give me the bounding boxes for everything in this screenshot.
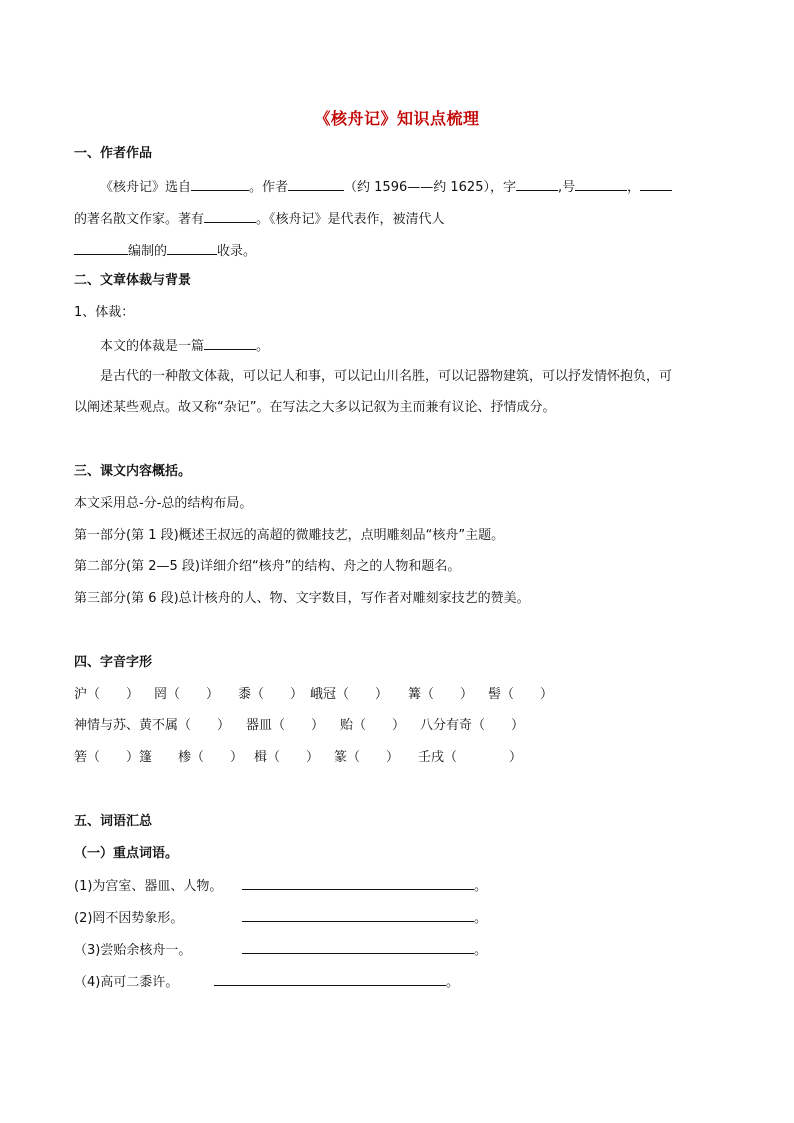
- pronunciation-item: 罔（ ）: [154, 687, 220, 702]
- fill-blank[interactable]: [516, 177, 558, 191]
- section-3-line-1: 本文采用总-分-总的结构布局。: [74, 496, 253, 511]
- vocab-item: （4)高可二黍许。 。: [74, 972, 459, 992]
- answer-line[interactable]: [242, 940, 474, 954]
- section-2-line-1: 本文的体裁是一篇 。: [100, 336, 269, 356]
- pronunciation-item: 器皿（ ）: [246, 718, 325, 733]
- section-3-heading: 三、课文内容概括。: [74, 464, 192, 479]
- section-2-line-2: 是古代的一种散文体裁，可以记人和事，可以记山川名胜，可以记器物建筑，可以抒发情怀抱负，可: [100, 369, 673, 384]
- pronunciation-row-1: [74, 686, 553, 704]
- section-2-subheading: 1、体裁：: [74, 305, 135, 320]
- pronunciation-item: 壬戌（ ）: [418, 750, 523, 765]
- pronunciation-item: 峨冠（ ）: [310, 687, 389, 702]
- section-4-heading: 四、字音字形: [74, 655, 153, 670]
- fill-blank[interactable]: [74, 241, 128, 255]
- answer-line[interactable]: [214, 972, 446, 986]
- pronunciation-item: 贻（ ）: [340, 718, 406, 733]
- pronunciation-item: 髻（ ）: [488, 687, 554, 702]
- fill-blank[interactable]: [204, 336, 256, 350]
- section-3-line-4: 第三部分(第 6 段)总计核舟的人、物、文字数目，写作者对雕刻家技艺的赞美。: [74, 591, 530, 606]
- pronunciation-item: 神情与苏、黄不属（ ）: [74, 718, 231, 733]
- fill-blank[interactable]: [167, 241, 217, 255]
- pronunciation-item: 八分有奇（ ）: [420, 718, 525, 733]
- vocab-item: (2)罔不因势象形。 。: [74, 908, 487, 928]
- answer-line[interactable]: [242, 876, 474, 890]
- vocab-item: （3)尝贻余核舟一。 。: [74, 940, 487, 960]
- fill-blank[interactable]: [575, 177, 627, 191]
- page-title: 《核舟记》知识点梳理: [314, 109, 480, 128]
- pronunciation-item: 楫（ ）: [254, 750, 320, 765]
- fill-blank[interactable]: [288, 177, 344, 191]
- section-5-heading: 五、词语汇总: [74, 814, 153, 829]
- section-3-line-2: 第一部分(第 1 段)概述王叔远的高超的微雕技艺，点明雕刻品“核舟”主题。: [74, 528, 505, 543]
- fill-blank[interactable]: [204, 209, 256, 223]
- pronunciation-item: 篝（ ）: [408, 687, 474, 702]
- pronunciation-item: 箬（ ）篷: [74, 750, 153, 765]
- section-5-subheading: （一）重点词语。: [74, 846, 179, 861]
- pronunciation-item: 沪（ ）: [74, 687, 140, 702]
- fill-blank[interactable]: [640, 177, 672, 191]
- section-1-paragraph-line-3: 编制的 收录。: [74, 241, 256, 261]
- section-1-paragraph-line-2: 的著名散文作家。著有 。《核舟记》是代表作，被清代人: [74, 209, 445, 229]
- pronunciation-row-2: [74, 717, 524, 735]
- pronunciation-item: 椮（ ）: [178, 750, 244, 765]
- section-1-heading: 一、作者作品: [74, 146, 153, 161]
- answer-line[interactable]: [242, 908, 474, 922]
- pronunciation-row-3: [74, 749, 522, 767]
- pronunciation-item: 黍（ ）: [238, 687, 304, 702]
- fill-blank[interactable]: [191, 177, 249, 191]
- section-2-line-3: 以阐述某些观点。故又称“杂记”。在写法之大多以记叙为主而兼有议论、抒情成分。: [74, 400, 556, 415]
- section-3-line-3: 第二部分(第 2—5 段)详细介绍“核舟”的结构、舟之的人物和题名。: [74, 559, 461, 574]
- section-1-paragraph-line-1: 《核舟记》选自 。作者 （约 1596——约 1625），字 ,号 ，: [100, 177, 672, 197]
- section-2-heading: 二、文章体裁与背景: [74, 273, 192, 288]
- pronunciation-item: 篆（ ）: [334, 750, 400, 765]
- vocab-item: (1)为宫室、器皿、人物。 。: [74, 876, 487, 896]
